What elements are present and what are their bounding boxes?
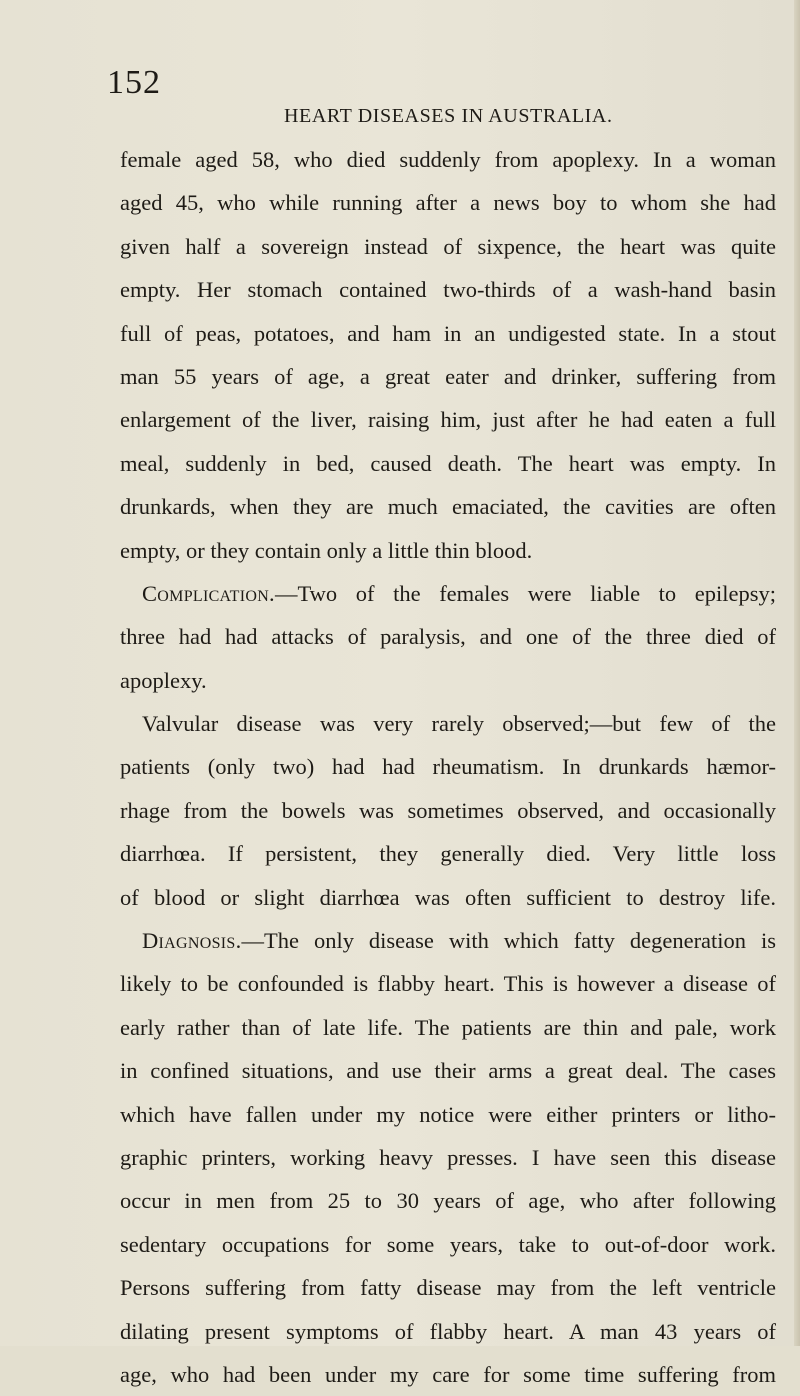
text-line: in confined situations, and use their arms a great deal. The cases <box>120 1058 776 1084</box>
text-line: of blood or slight diarrhœa was often sufficient to destroy life. <box>120 884 776 910</box>
text-line: empty. Her stomach contained two-thirds of a wash-hand basin <box>120 277 776 303</box>
text-line-rest: —Two of the females were liable to epilepsy; <box>274 580 776 606</box>
text-line: rhage from the bowels was sometimes observed, and occasionally <box>120 797 776 823</box>
text-line: empty, or they contain only a little thin blood. <box>120 537 533 563</box>
text-line: female aged 58, who died suddenly from apoplexy. In a woman <box>120 147 776 172</box>
text-line: early rather than of late life. The patients are thin and pale, work <box>120 1014 776 1040</box>
text-line: meal, suddenly in bed, caused death. The heart was empty. In <box>120 450 776 476</box>
text-line: occur in men from 25 to 30 years of age, who after following <box>120 1188 776 1214</box>
section-heading: Diagnosis. <box>142 928 242 954</box>
paragraph-diagnosis <box>120 919 776 962</box>
text-line: aged 45, who while running after a news boy to whom she had <box>120 190 776 216</box>
text-line: which have fallen under my notice were either printers or litho- <box>120 1101 776 1127</box>
text-line: diarrhœa. If persistent, they generally died. Very little loss <box>120 841 776 867</box>
text-line: Persons suffering from fatty disease may from the left ventricle <box>120 1275 776 1301</box>
text-line: dilating present symptoms of flabby heart. A man 43 years of <box>120 1318 776 1344</box>
paragraph-complication <box>120 572 776 615</box>
running-head: HEART DISEASES IN AUSTRALIA. <box>284 105 613 127</box>
text-line: apoplexy. <box>120 667 207 693</box>
body-text <box>120 138 776 1396</box>
text-line: likely to be confounded is flabby heart. This is however a disease of <box>120 971 776 997</box>
text-line: enlargement of the liver, raising him, just after he had eaten a full <box>120 407 776 433</box>
text-line: full of peas, potatoes, and ham in an undigested state. In a stout <box>120 320 776 346</box>
section-heading: Complication. <box>142 580 275 606</box>
page-number: 152 <box>107 64 161 101</box>
text-line: sedentary occupations for some years, take to out-of-door work. <box>120 1231 776 1257</box>
text-line: drunkards, when they are much emaciated, the cavities are often <box>120 494 776 520</box>
page-edge <box>794 0 800 1346</box>
text-line: graphic printers, working heavy presses. I have seen this disease <box>120 1144 776 1170</box>
text-line: three had had attacks of paralysis, and one of the three died of <box>120 624 776 650</box>
text-line-rest: —The only disease with which fatty degeneration is <box>241 928 776 954</box>
text-line: patients (only two) had had rheumatism. In drunkards hæmor- <box>120 754 776 780</box>
text-line: age, who had been under my care for some time suffering from <box>120 1361 776 1387</box>
text-line: given half a sovereign instead of sixpence, the heart was quite <box>120 233 776 259</box>
text-line: man 55 years of age, a great eater and drinker, suffering from <box>120 363 776 389</box>
text-line: Valvular disease was very rarely observed;—but few of the <box>142 711 776 737</box>
